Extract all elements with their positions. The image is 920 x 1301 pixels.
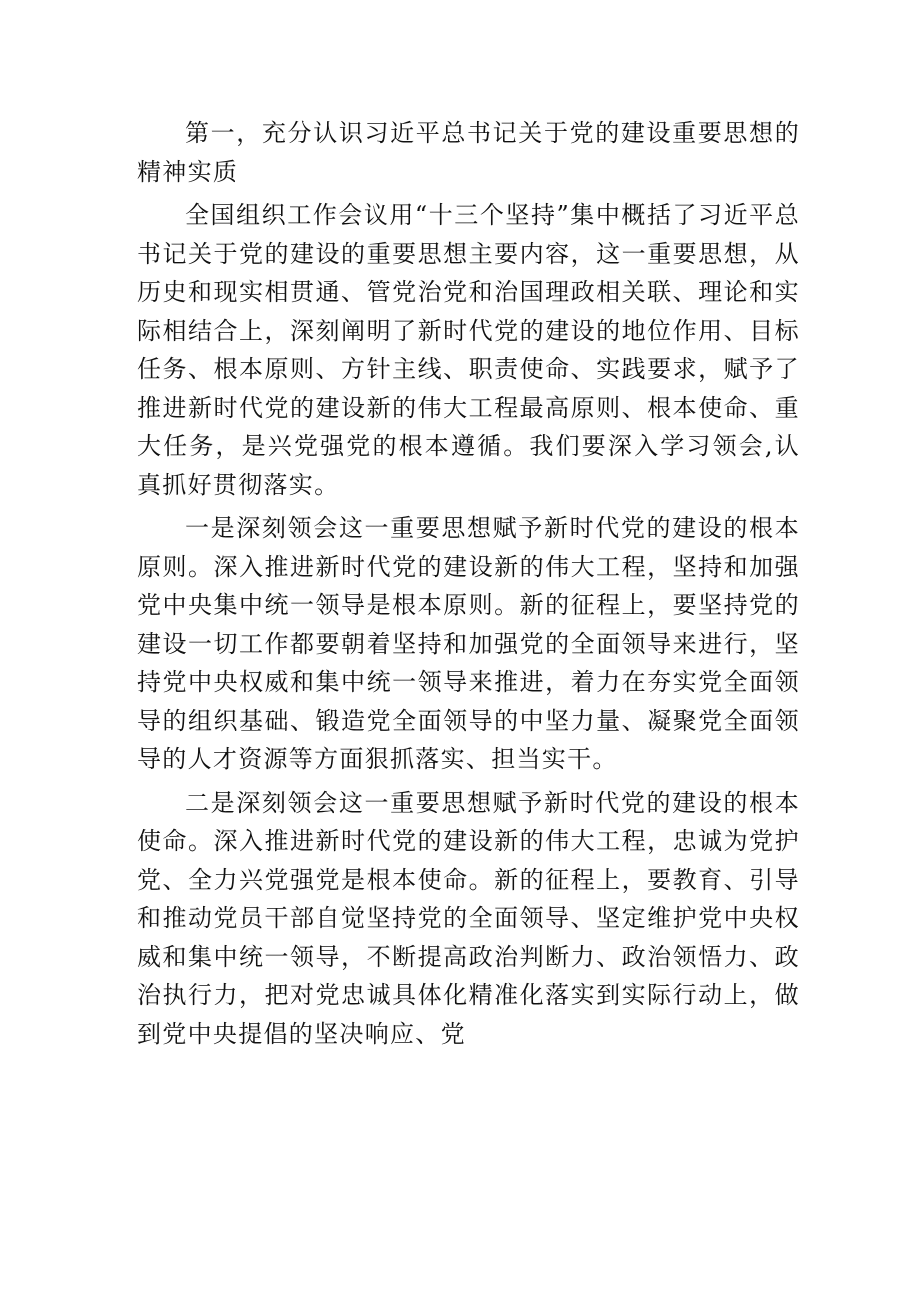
paragraph-intro: 全国组织工作会议用“十三个坚持”集中概括了习近平总书记关于党的建设的重要思想主要内容，这一重要思想，从历史和现实相贯通、管党治党和治国理政相关联、理论和实际相结合上，深刻阐明了新时代党的建设的地位作用、目标任务、根本原则、方针主线、职责使命、实践要求，赋予了推进新时代党的建设新的伟大工程最高原则、根本使命、重大任务，是兴党强党的根本遵循。我们要深入学习领会,认真抓好贯彻落实。	[137, 201, 800, 499]
paragraph-mission: 二是深刻领会这一重要思想赋予新时代党的建设的根本使命。深入推进新时代党的建设新的伟大工程，忠诚为党护党、全力兴党强党是根本使命。新的征程上，要教育、引导和推动党员干部自觉坚持党的全面领导、坚定维护党中央权威和集中统一领导，不断提高政治判断力、政治领悟力、政治执行力，把对党忠诚具体化精准化落实到实际行动上，做到党中央提倡的坚决响应、党	[137, 788, 800, 1048]
document-body	[137, 114, 800, 1053]
section-heading: 第一，充分认识习近平总书记关于党的建设重要思想的精神实质	[137, 119, 800, 186]
paragraph-principle: 一是深刻领会这一重要思想赋予新时代党的建设的根本原则。深入推进新时代党的建设新的伟大工程，坚持和加强党中央集中统一领导是根本原则。新的征程上，要坚持党的建设一切工作都要朝着坚持和加强党的全面领导来进行，坚持党中央权威和集中统一领导来推进，着力在夯实党全面领导的组织基础、锻造党全面领导的中坚力量、凝聚党全面领导的人才资源等方面狠抓落实、担当实干。	[137, 514, 800, 773]
